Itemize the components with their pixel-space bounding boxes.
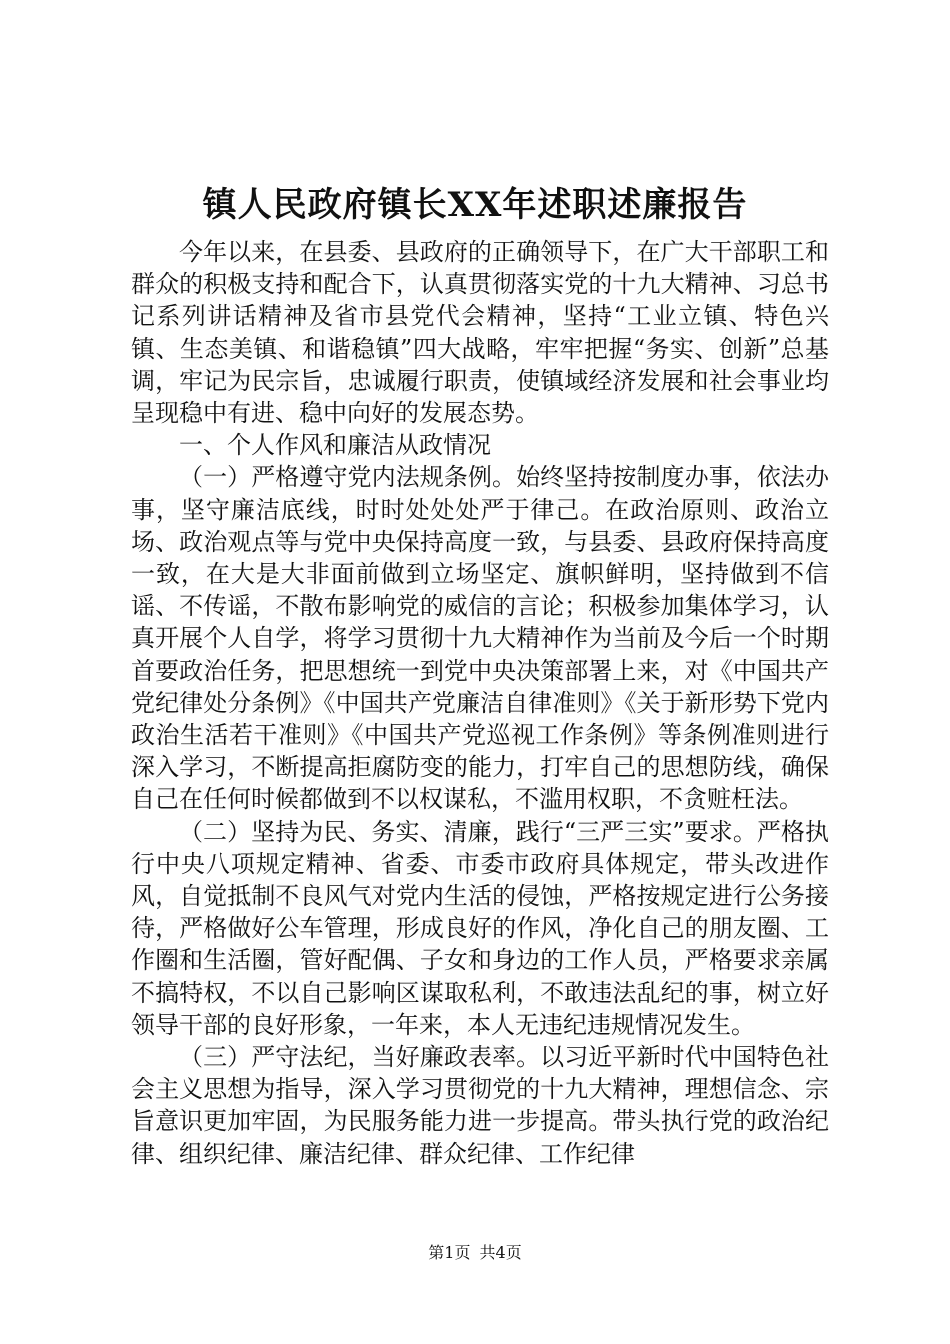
subsection-paragraph-3: （三）严守法纪，当好廉政表率。以习近平新时代中国特色社会主义思想为指导，深入学习贯彻党的十九大精神，理想信念、宗旨意识更加牢固，为民服务能力进一步提高。带头执行党的政治纪律、组织纪律、廉洁纪律、群众纪律、工作纪律 bbox=[131, 1043, 829, 1168]
document-title: 镇人民政府镇长XX年述职述廉报告 bbox=[202, 185, 748, 225]
section-heading-1: 一、个人作风和廉洁从政情况 bbox=[179, 431, 491, 460]
intro-paragraph: 今年以来，在县委、县政府的正确领导下，在广大干部职工和群众的积极支持和配合下，认真贯彻落实党的十九大精神、习总书记系列讲话精神及省市县党代会精神，坚持“工业立镇、特色兴镇、生态美镇、和谐稳镇”四大战略，牢牢把握“务实、创新”总基调，牢记为民宗旨，忠诚履行职责，使镇域经济发展和社会事业均呈现稳中有进、稳中向好的发展态势。 bbox=[131, 238, 829, 428]
subsection-paragraph-2: （二）坚持为民、务实、清廉，践行“三严三实”要求。严格执行中央八项规定精神、省委、市委市政府具体规定，带头改进作风，自觉抵制不良风气对党内生活的侵蚀，严格按规定进行公务接待，严格做好公车管理，形成良好的作风，净化自己的朋友圈、工作圈和生活圈，管好配偶、子女和身边的工作人员，严格要求亲属不搞特权，不以自己影响区谋取私利，不敢违法乱纪的事，树立好领导干部的良好形象，一年来，本人无违纪违规情况发生。 bbox=[131, 817, 829, 1039]
page-total: 共4页 bbox=[479, 1243, 522, 1262]
document-body bbox=[131, 236, 829, 1170]
subsection-paragraph-1: （一）严格遵守党内法规条例。始终坚持按制度办事，依法办事，坚守廉洁底线，时时处处处严于律己。在政治原则、政治立场、政治观点等与党中央保持高度一致，与县委、县政府保持高度一致，在大是大非面前做到立场坚定、旗帜鲜明，坚持做到不信谣、不传谣，不散布影响党的威信的言论；积极参加集体学习，认真开展个人自学，将学习贯彻十九大精神作为当前及今后一个时期首要政治任务，把思想统一到党中央决策部署上来，对《中国共产党纪律处分条例》《中国共产党廉洁自律准则》《关于新形势下党内政治生活若干准则》《中国共产党巡视工作条例》等条例准则进行深入学习，不断提高拒腐防变的能力，打牢自己的思想防线，确保自己在任何时候都做到不以权谋私，不滥用权职，不贪赃枉法。 bbox=[131, 463, 829, 814]
page-footer bbox=[0, 1243, 950, 1263]
page-number: 第1页 bbox=[428, 1243, 471, 1262]
